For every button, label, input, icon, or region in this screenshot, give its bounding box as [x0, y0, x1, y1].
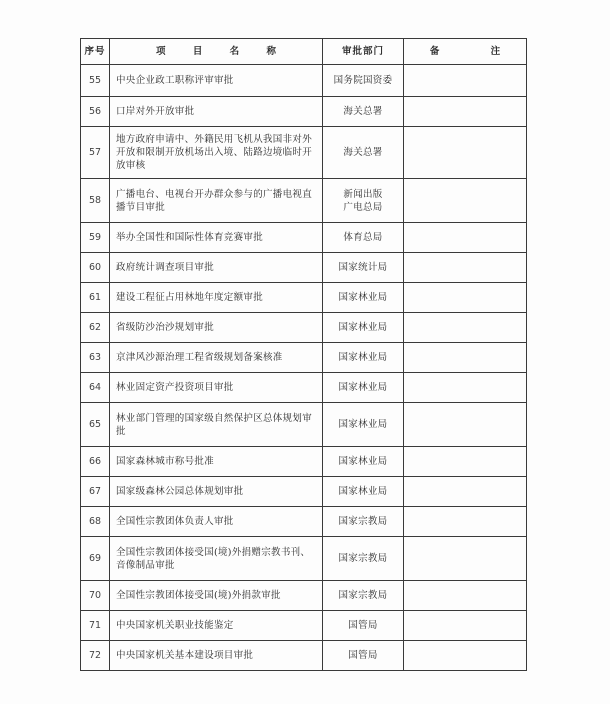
- table-row: [81, 403, 527, 447]
- department-name-line: 新闻出版: [343, 188, 383, 200]
- row-serial-number: 67: [81, 477, 110, 507]
- department-name-line: 国家林业局: [338, 382, 388, 393]
- table-row: [81, 477, 527, 507]
- department-name-line: 国务院国资委: [333, 75, 393, 86]
- table-row: [81, 253, 527, 283]
- row-remarks: [404, 65, 527, 97]
- approval-items-table: [80, 38, 527, 671]
- row-remarks: [404, 447, 527, 477]
- row-serial-number: 66: [81, 447, 110, 477]
- row-item-name: 林业部门管理的国家级自然保护区总体规划审批: [110, 403, 323, 447]
- table-row: [81, 65, 527, 97]
- row-remarks: [404, 641, 527, 671]
- row-approval-department: [323, 403, 404, 447]
- row-remarks: [404, 507, 527, 537]
- row-approval-department: [323, 253, 404, 283]
- table-row: [81, 537, 527, 581]
- row-item-name: 林业固定资产投资项目审批: [110, 373, 323, 403]
- row-item-name: 国家级森林公园总体规划审批: [110, 477, 323, 507]
- row-remarks: [404, 477, 527, 507]
- row-remarks: [404, 127, 527, 179]
- department-name-line: 国家统计局: [338, 262, 388, 273]
- table-row: [81, 223, 527, 253]
- header-row: [81, 39, 527, 65]
- department-name-line: 国管局: [348, 650, 378, 661]
- row-serial-number: 63: [81, 343, 110, 373]
- table-row: [81, 507, 527, 537]
- row-remarks: [404, 581, 527, 611]
- row-approval-department: [323, 283, 404, 313]
- row-approval-department: [323, 223, 404, 253]
- header-remarks-label: 备 注: [429, 46, 525, 57]
- row-item-name: 中央企业政工职称评审审批: [110, 65, 323, 97]
- row-item-name: 中央国家机关职业技能鉴定: [110, 611, 323, 641]
- row-approval-department: [323, 343, 404, 373]
- department-name-line: 国家林业局: [338, 419, 388, 430]
- table-row: [81, 343, 527, 373]
- table-row: [81, 373, 527, 403]
- department-name-line: 体育总局: [343, 232, 383, 243]
- row-serial-number: 64: [81, 373, 110, 403]
- row-remarks: [404, 253, 527, 283]
- table-row: [81, 127, 527, 179]
- department-name-line: 国家宗教局: [338, 553, 388, 564]
- department-name-line: 海关总署: [343, 147, 383, 158]
- header-remarks: [404, 39, 527, 65]
- header-item-name-label: 项 目 名 称: [156, 46, 288, 57]
- row-serial-number: 61: [81, 283, 110, 313]
- row-approval-department: [323, 537, 404, 581]
- table-row: [81, 97, 527, 127]
- row-remarks: [404, 343, 527, 373]
- row-approval-department: [323, 447, 404, 477]
- row-serial-number: 72: [81, 641, 110, 671]
- row-approval-department: [323, 97, 404, 127]
- row-item-name: 建设工程征占用林地年度定额审批: [110, 283, 323, 313]
- department-name-line: 国家宗教局: [338, 590, 388, 601]
- row-item-name: 省级防沙治沙规划审批: [110, 313, 323, 343]
- department-name-line: 海关总署: [343, 106, 383, 117]
- row-item-name: 全国性宗教团体接受国(境)外捐赠宗教书刊、音像制品审批: [110, 537, 323, 581]
- department-name-line: 国管局: [348, 620, 378, 631]
- row-remarks: [404, 537, 527, 581]
- row-remarks: [404, 313, 527, 343]
- row-approval-department: [323, 65, 404, 97]
- row-item-name: 广播电台、电视台开办群众参与的广播电视直播节目审批: [110, 179, 323, 223]
- row-serial-number: 65: [81, 403, 110, 447]
- row-approval-department: [323, 641, 404, 671]
- header-serial-number: 序号: [81, 39, 110, 65]
- row-remarks: [404, 283, 527, 313]
- row-approval-department: [323, 179, 404, 223]
- table-row: [81, 313, 527, 343]
- row-remarks: [404, 97, 527, 127]
- row-item-name: 举办全国性和国际性体育竞赛审批: [110, 223, 323, 253]
- table-row: [81, 611, 527, 641]
- table-body: [81, 65, 527, 671]
- row-serial-number: 55: [81, 65, 110, 97]
- table-row: [81, 581, 527, 611]
- row-item-name: 京津风沙源治理工程省级规划备案核准: [110, 343, 323, 373]
- row-approval-department: [323, 477, 404, 507]
- row-approval-department: [323, 581, 404, 611]
- row-remarks: [404, 373, 527, 403]
- row-item-name: 口岸对外开放审批: [110, 97, 323, 127]
- table-row: [81, 641, 527, 671]
- row-serial-number: 57: [81, 127, 110, 179]
- row-serial-number: 62: [81, 313, 110, 343]
- department-name-line: 国家林业局: [338, 456, 388, 467]
- row-approval-department: [323, 127, 404, 179]
- table-row: [81, 447, 527, 477]
- row-item-name: 中央国家机关基本建设项目审批: [110, 641, 323, 671]
- row-approval-department: [323, 373, 404, 403]
- department-name-line: 国家林业局: [338, 486, 388, 497]
- department-name-line: 国家林业局: [338, 292, 388, 303]
- row-remarks: [404, 403, 527, 447]
- row-item-name: 全国性宗教团体接受国(境)外捐款审批: [110, 581, 323, 611]
- header-approval-department: 审批部门: [323, 39, 404, 65]
- row-approval-department: [323, 507, 404, 537]
- table-row: [81, 179, 527, 223]
- department-name-line: 国家宗教局: [338, 516, 388, 527]
- row-serial-number: 69: [81, 537, 110, 581]
- row-serial-number: 70: [81, 581, 110, 611]
- row-remarks: [404, 179, 527, 223]
- row-serial-number: 60: [81, 253, 110, 283]
- header-item-name: [110, 39, 323, 65]
- row-item-name: 国家森林城市称号批准: [110, 447, 323, 477]
- row-approval-department: [323, 611, 404, 641]
- table-row: [81, 283, 527, 313]
- row-serial-number: 56: [81, 97, 110, 127]
- row-serial-number: 68: [81, 507, 110, 537]
- department-name-line: 国家林业局: [338, 352, 388, 363]
- department-name-line: 广电总局: [343, 201, 383, 213]
- row-remarks: [404, 223, 527, 253]
- row-serial-number: 58: [81, 179, 110, 223]
- row-item-name: 地方政府申请中、外籍民用飞机从我国非对外开放和限制开放机场出入境、陆路边境临时开放审核: [110, 127, 323, 179]
- table-header: [81, 39, 527, 65]
- department-name-line: 国家林业局: [338, 322, 388, 333]
- row-serial-number: 71: [81, 611, 110, 641]
- row-approval-department: [323, 313, 404, 343]
- row-serial-number: 59: [81, 223, 110, 253]
- row-remarks: [404, 611, 527, 641]
- row-item-name: 政府统计调查项目审批: [110, 253, 323, 283]
- row-item-name: 全国性宗教团体负责人审批: [110, 507, 323, 537]
